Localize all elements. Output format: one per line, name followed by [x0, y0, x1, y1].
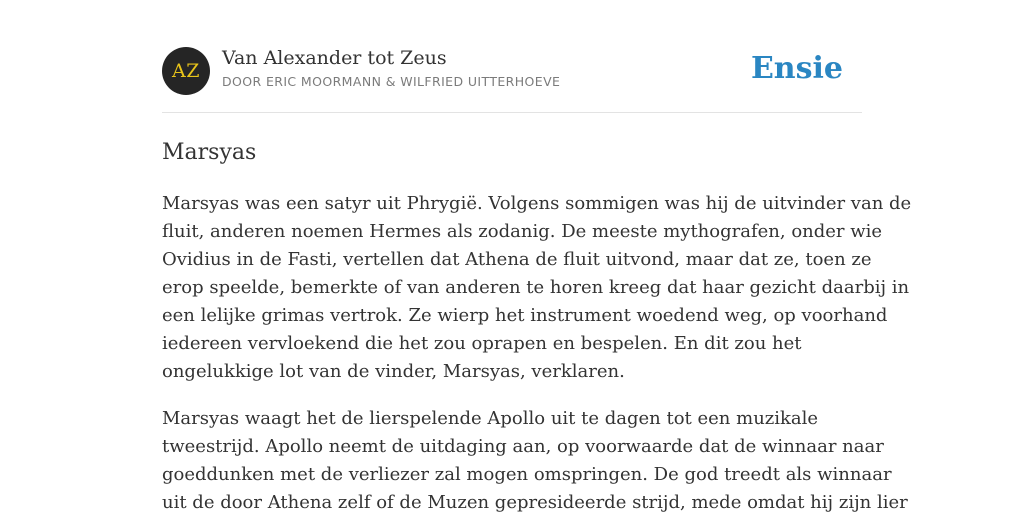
- paragraph-line: erop speelde, bemerkte of van anderen te horen kreeg dat haar gezicht daarbij in: [162, 277, 910, 298]
- paragraph-line: uit de door Athena zelf of de Muzen gepresideerde strijd, mede omdat hij zijn lier: [162, 492, 908, 512]
- paragraph-line: goeddunken met de verliezer zal mogen omspringen. De god treedt als winnaar: [162, 464, 892, 485]
- paragraph-line: Marsyas was een satyr uit Phrygië. Volgens sommigen was hij de uitvinder van de: [162, 193, 912, 214]
- entry-paragraph: [162, 190, 912, 386]
- book-title[interactable]: Van Alexander tot Zeus: [222, 47, 447, 69]
- paragraph-line: ongelukkige lot van de vinder, Marsyas, verklaren.: [162, 361, 625, 382]
- paragraph-line: Marsyas waagt het de lierspelende Apollo uit te dagen tot een muzikale: [162, 408, 819, 429]
- entry-paragraph: [162, 405, 908, 512]
- entry-body: [162, 190, 912, 512]
- entry-title: Marsyas: [162, 140, 257, 165]
- book-header: [162, 0, 862, 113]
- paragraph-line: fluit, anderen noemen Hermes als zodanig. De meeste mythografen, onder wie: [162, 221, 883, 242]
- paragraph-line: iedereen vervloekend die het zou oprapen en bespelen. En dit zou het: [162, 333, 802, 354]
- paragraph-line: Ovidius in de Fasti, vertellen dat Athena de fluit uitvond, maar dat ze, toen ze: [162, 249, 872, 270]
- content-column: [162, 0, 912, 512]
- paragraph-line: een lelijke grimas vertrok. Ze wierp het instrument woedend weg, op voorhand: [162, 305, 888, 326]
- ensie-logo-link[interactable]: Ensie: [750, 51, 843, 86]
- paragraph-line: tweestrijd. Apollo neemt de uitdaging aan, op voorwaarde dat de winnaar naar: [162, 436, 884, 457]
- book-avatar[interactable]: AZ: [162, 47, 210, 95]
- book-authors: DOOR ERIC MOORMANN & WILFRIED UITTERHOEVE: [222, 74, 561, 89]
